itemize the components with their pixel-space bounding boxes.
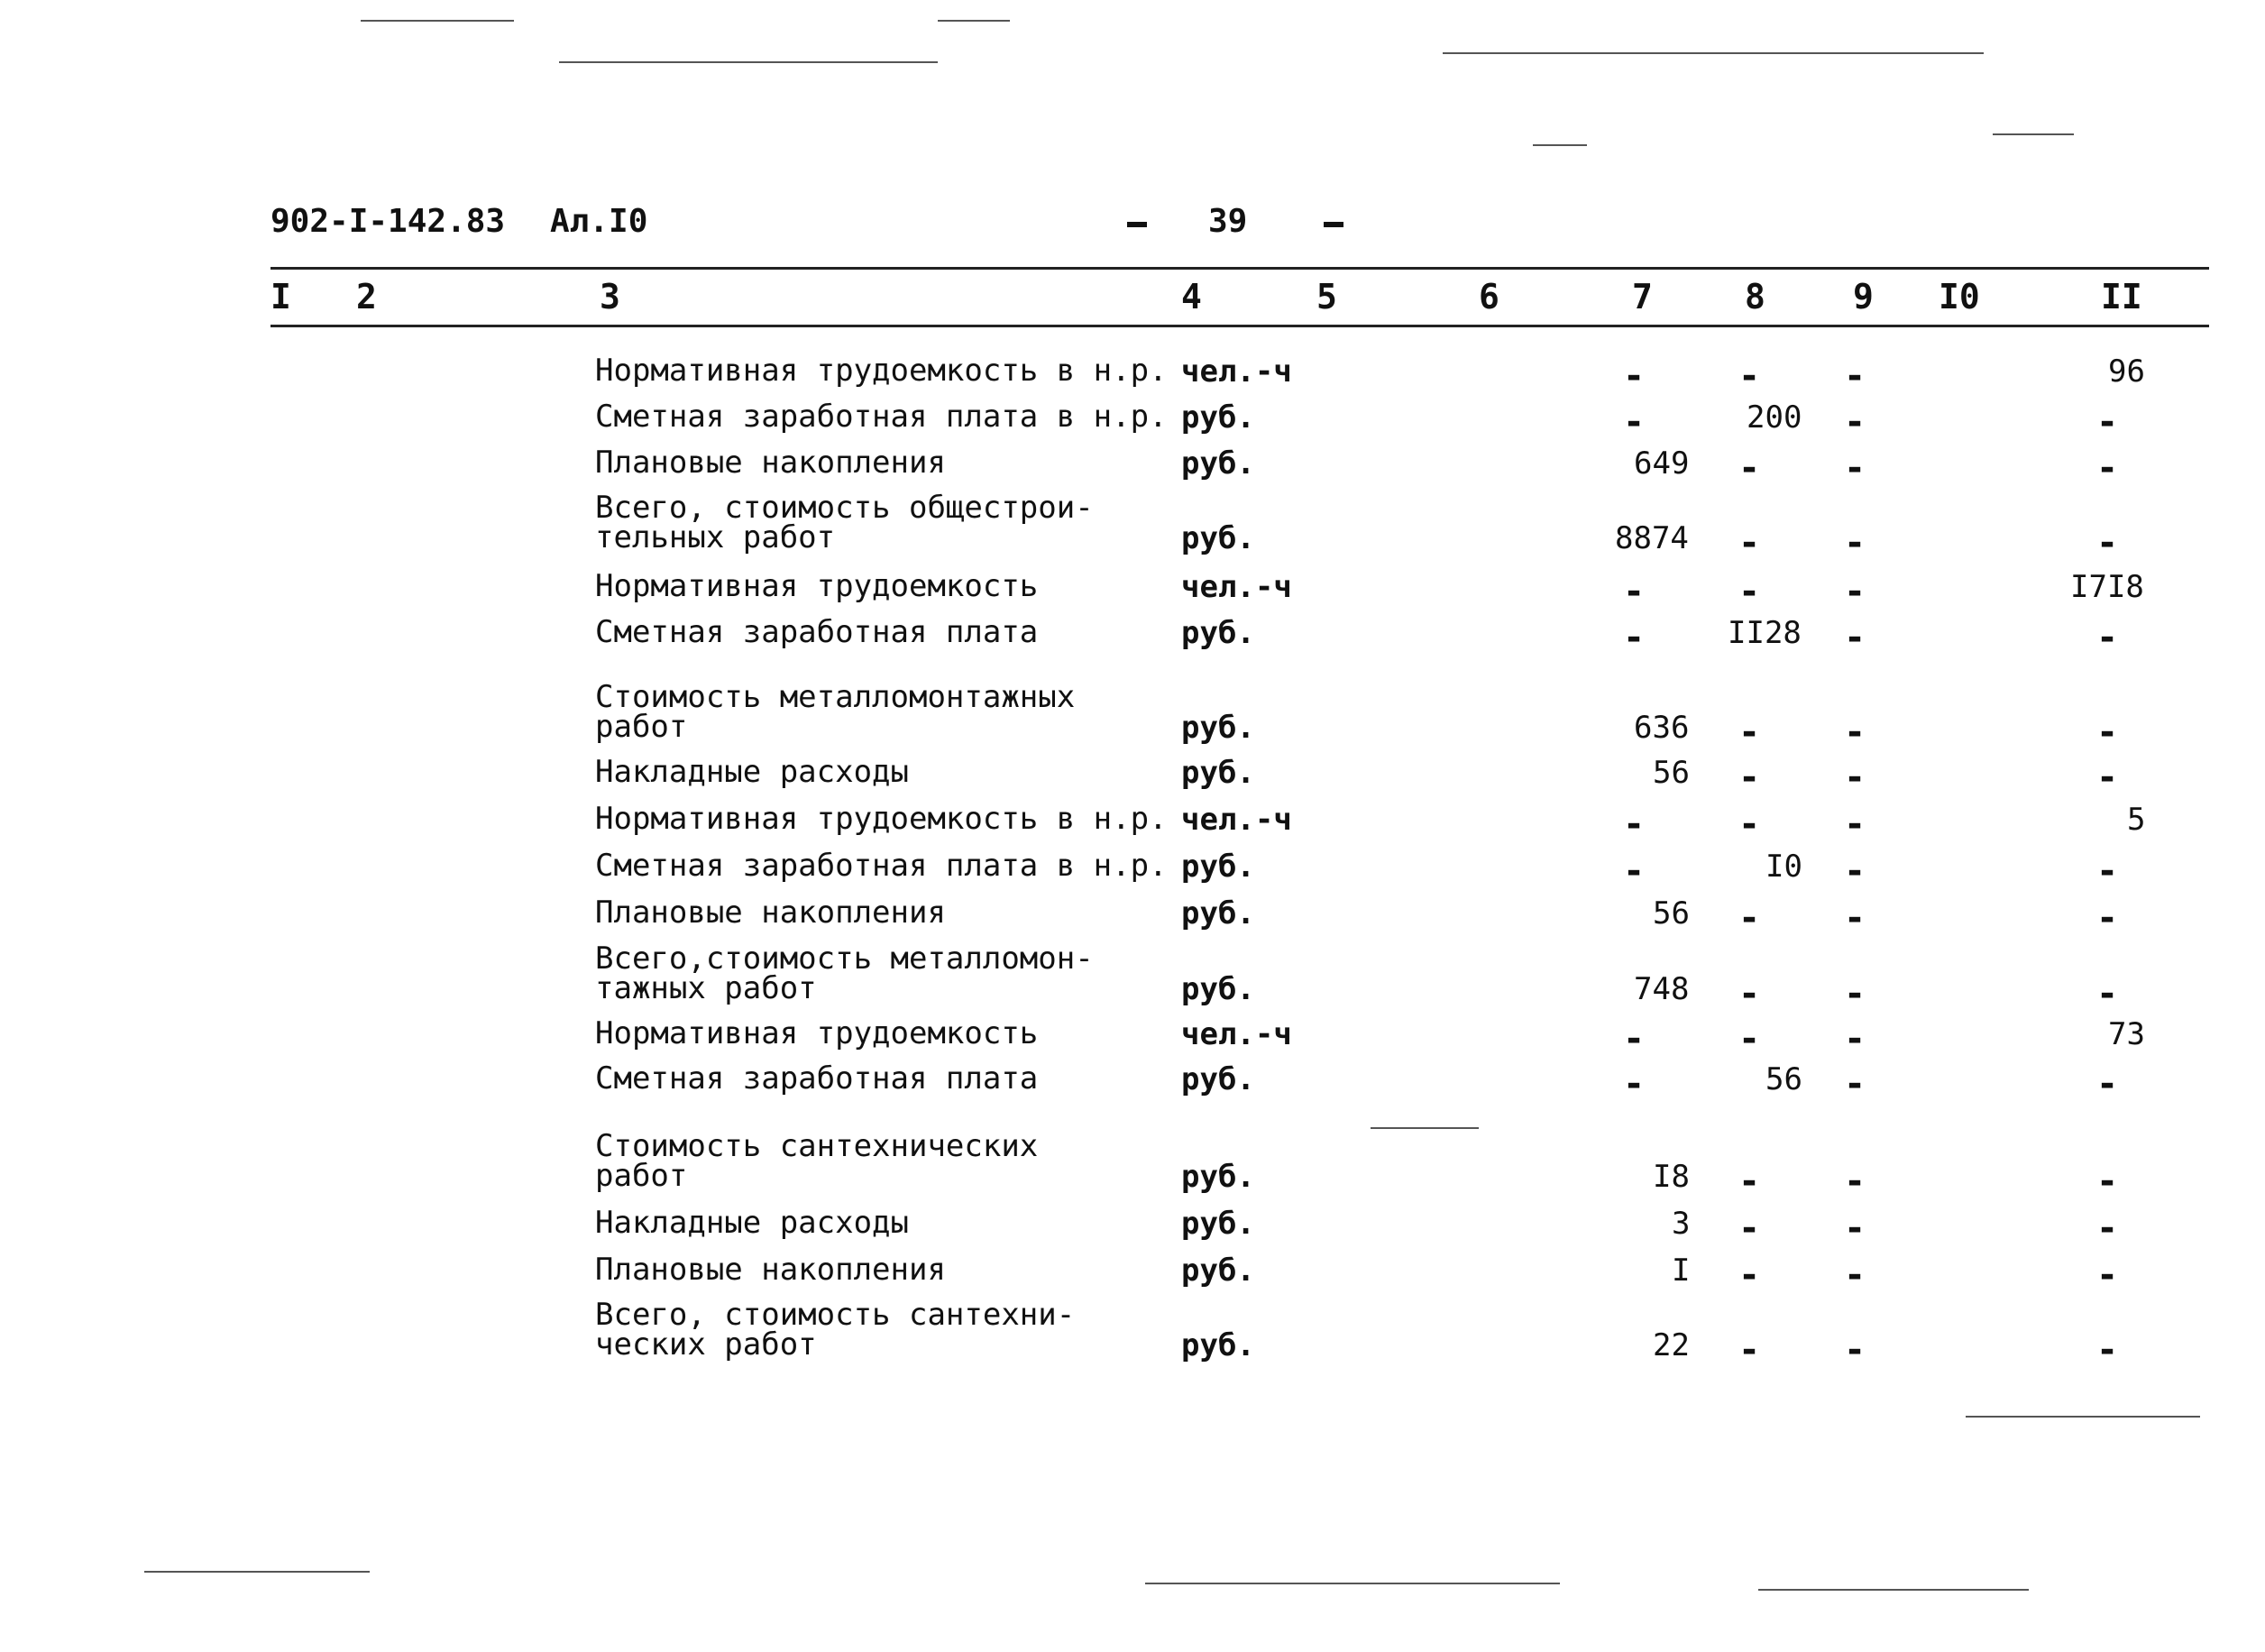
album-number: Ал.I0 bbox=[550, 203, 648, 240]
row-description: Плановые накопления bbox=[595, 445, 946, 481]
cell-col-9: - bbox=[1844, 355, 1866, 397]
cell-col-11: - bbox=[2096, 850, 2119, 892]
column-header-6: 6 bbox=[1479, 277, 1499, 317]
scan-noise bbox=[144, 1571, 370, 1573]
cell-col-8: - bbox=[1738, 757, 1761, 798]
row-unit: руб. bbox=[1181, 1253, 1255, 1289]
column-header-5: 5 bbox=[1316, 277, 1337, 317]
column-header-2: 2 bbox=[356, 277, 377, 317]
row-description: Нормативная трудоемкость bbox=[595, 568, 1039, 604]
scan-noise bbox=[1371, 1127, 1479, 1129]
scan-noise bbox=[1533, 144, 1587, 146]
cell-col-8: - bbox=[1738, 1161, 1761, 1202]
cell-col-9: - bbox=[1844, 401, 1866, 443]
row-description: ческих работ bbox=[595, 1326, 817, 1363]
cell-col-8: 56 bbox=[1765, 1061, 1802, 1097]
cell-col-8: - bbox=[1738, 803, 1761, 845]
cell-col-8: - bbox=[1738, 1329, 1761, 1371]
cell-col-7: - bbox=[1623, 401, 1646, 443]
cell-col-7: 636 bbox=[1634, 710, 1690, 746]
row-description: Стоимость металломонтажных bbox=[595, 679, 1076, 715]
row-unit: руб. bbox=[1181, 971, 1255, 1007]
cell-col-7: I8 bbox=[1653, 1159, 1690, 1195]
scan-noise bbox=[1443, 52, 1984, 54]
cell-col-8: - bbox=[1738, 1207, 1761, 1249]
cell-col-7: 748 bbox=[1634, 971, 1690, 1007]
row-unit: чел.-ч bbox=[1181, 1016, 1292, 1052]
cell-col-8: - bbox=[1738, 447, 1761, 489]
cell-col-8: I0 bbox=[1765, 849, 1802, 885]
row-description: работ bbox=[595, 1158, 688, 1194]
cell-col-8: - bbox=[1738, 1254, 1761, 1296]
cell-col-11: - bbox=[2096, 711, 2119, 753]
row-description: Нормативная трудоемкость bbox=[595, 1015, 1039, 1051]
cell-col-11: - bbox=[2096, 973, 2119, 1014]
row-description: Сметная заработная плата bbox=[595, 1060, 1039, 1097]
row-description: Сметная заработная плата в н.р. bbox=[595, 848, 1168, 884]
cell-col-11: - bbox=[2096, 897, 2119, 939]
cell-col-7: 3 bbox=[1672, 1206, 1691, 1242]
cell-col-8: - bbox=[1738, 973, 1761, 1014]
scan-noise bbox=[1966, 1416, 2200, 1418]
scan-noise bbox=[1758, 1589, 2029, 1591]
cell-col-9: - bbox=[1844, 1329, 1866, 1371]
cell-col-8: II28 bbox=[1728, 615, 1802, 651]
scan-noise bbox=[1993, 133, 2074, 135]
row-unit: руб. bbox=[1181, 445, 1255, 482]
row-description: тажных работ bbox=[595, 970, 817, 1006]
row-unit: чел.-ч bbox=[1181, 802, 1292, 838]
header-rule-top bbox=[271, 267, 2209, 270]
cell-col-8: - bbox=[1738, 1018, 1761, 1060]
row-unit: руб. bbox=[1181, 1327, 1255, 1363]
cell-col-8: - bbox=[1738, 711, 1761, 753]
page-number-dash-left bbox=[1127, 222, 1147, 227]
cell-col-7: - bbox=[1623, 1018, 1646, 1060]
row-unit: руб. bbox=[1181, 1206, 1255, 1242]
row-unit: руб. bbox=[1181, 1159, 1255, 1195]
cell-col-8: - bbox=[1738, 355, 1761, 397]
cell-col-9: - bbox=[1844, 1207, 1866, 1249]
cell-col-7: - bbox=[1623, 850, 1646, 892]
row-description: Накладные расходы bbox=[595, 754, 909, 790]
row-description: Нормативная трудоемкость в н.р. bbox=[595, 801, 1168, 837]
row-description: Всего,стоимость металломон- bbox=[595, 941, 1094, 977]
cell-col-11: - bbox=[2096, 757, 2119, 798]
cell-col-9: - bbox=[1844, 757, 1866, 798]
cell-col-11: 96 bbox=[2108, 353, 2145, 390]
cell-col-9: - bbox=[1844, 850, 1866, 892]
row-description: тельных работ bbox=[595, 519, 836, 555]
cell-col-8: - bbox=[1738, 897, 1761, 939]
row-unit: руб. bbox=[1181, 755, 1255, 791]
cell-col-7: - bbox=[1623, 803, 1646, 845]
column-header-9: 9 bbox=[1853, 277, 1874, 317]
cell-col-11: - bbox=[2096, 1063, 2119, 1105]
column-header-1: I bbox=[271, 277, 291, 317]
cell-col-7: 56 bbox=[1653, 755, 1690, 791]
row-unit: руб. bbox=[1181, 895, 1255, 932]
cell-col-9: - bbox=[1844, 897, 1866, 939]
cell-col-9: - bbox=[1844, 522, 1866, 564]
header-rule-bottom bbox=[271, 325, 2209, 327]
cell-col-9: - bbox=[1844, 711, 1866, 753]
row-unit: чел.-ч bbox=[1181, 353, 1292, 390]
cell-col-7: 22 bbox=[1653, 1327, 1690, 1363]
cell-col-11: - bbox=[2096, 447, 2119, 489]
cell-col-7: 649 bbox=[1634, 445, 1690, 482]
cell-col-7: 8874 bbox=[1615, 520, 1689, 556]
cell-col-7: - bbox=[1623, 355, 1646, 397]
cell-col-11: - bbox=[2096, 1254, 2119, 1296]
cell-col-11: - bbox=[2096, 1329, 2119, 1371]
row-description: Всего, стоимость общестрои- bbox=[595, 490, 1094, 526]
cell-col-9: - bbox=[1844, 447, 1866, 489]
column-header-10: I0 bbox=[1939, 277, 1980, 317]
cell-col-11: - bbox=[2096, 617, 2119, 658]
cell-col-11: 5 bbox=[2127, 802, 2146, 838]
row-description: Плановые накопления bbox=[595, 895, 946, 931]
cell-col-8: 200 bbox=[1747, 399, 1802, 436]
cell-col-9: - bbox=[1844, 1018, 1866, 1060]
row-description: Накладные расходы bbox=[595, 1205, 909, 1241]
row-description: Сметная заработная плата в н.р. bbox=[595, 399, 1168, 435]
cell-col-9: - bbox=[1844, 1254, 1866, 1296]
scan-noise bbox=[1145, 1583, 1560, 1584]
cell-col-7: 56 bbox=[1653, 895, 1690, 932]
cell-col-7: - bbox=[1623, 617, 1646, 658]
cell-col-9: - bbox=[1844, 1063, 1866, 1105]
cell-col-11: I7I8 bbox=[2070, 569, 2144, 605]
row-unit: чел.-ч bbox=[1181, 569, 1292, 605]
cell-col-8: - bbox=[1738, 522, 1761, 564]
cell-col-9: - bbox=[1844, 973, 1866, 1014]
row-unit: руб. bbox=[1181, 399, 1255, 436]
cell-col-7: I bbox=[1672, 1253, 1691, 1289]
column-header-7: 7 bbox=[1632, 277, 1653, 317]
column-header-11: II bbox=[2101, 277, 2142, 317]
cell-col-11: - bbox=[2096, 1161, 2119, 1202]
cell-col-9: - bbox=[1844, 571, 1866, 612]
scan-noise bbox=[938, 20, 1010, 22]
row-unit: руб. bbox=[1181, 710, 1255, 746]
row-description: Стоимость сантехнических bbox=[595, 1128, 1039, 1164]
row-description: работ bbox=[595, 709, 688, 745]
scan-noise bbox=[559, 61, 938, 63]
column-header-8: 8 bbox=[1745, 277, 1765, 317]
scan-noise bbox=[361, 20, 514, 22]
page-number: 39 bbox=[1208, 203, 1248, 240]
row-unit: руб. bbox=[1181, 520, 1255, 556]
row-description: Нормативная трудоемкость в н.р. bbox=[595, 353, 1168, 389]
cell-col-11: - bbox=[2096, 522, 2119, 564]
row-description: Сметная заработная плата bbox=[595, 614, 1039, 650]
cell-col-9: - bbox=[1844, 803, 1866, 845]
row-description: Плановые накопления bbox=[595, 1252, 946, 1288]
column-header-4: 4 bbox=[1181, 277, 1202, 317]
row-description: Всего, стоимость сантехни- bbox=[595, 1297, 1076, 1333]
page-number-dash-right bbox=[1324, 222, 1343, 227]
cell-col-9: - bbox=[1844, 617, 1866, 658]
row-unit: руб. bbox=[1181, 849, 1255, 885]
cell-col-11: - bbox=[2096, 1207, 2119, 1249]
cell-col-9: - bbox=[1844, 1161, 1866, 1202]
cell-col-11: 73 bbox=[2108, 1016, 2145, 1052]
cell-col-11: - bbox=[2096, 401, 2119, 443]
cell-col-7: - bbox=[1623, 1063, 1646, 1105]
document-code: 902-I-142.83 bbox=[271, 203, 506, 240]
row-unit: руб. bbox=[1181, 615, 1255, 651]
row-unit: руб. bbox=[1181, 1061, 1255, 1097]
cell-col-8: - bbox=[1738, 571, 1761, 612]
column-header-3: 3 bbox=[600, 277, 620, 317]
cell-col-7: - bbox=[1623, 571, 1646, 612]
